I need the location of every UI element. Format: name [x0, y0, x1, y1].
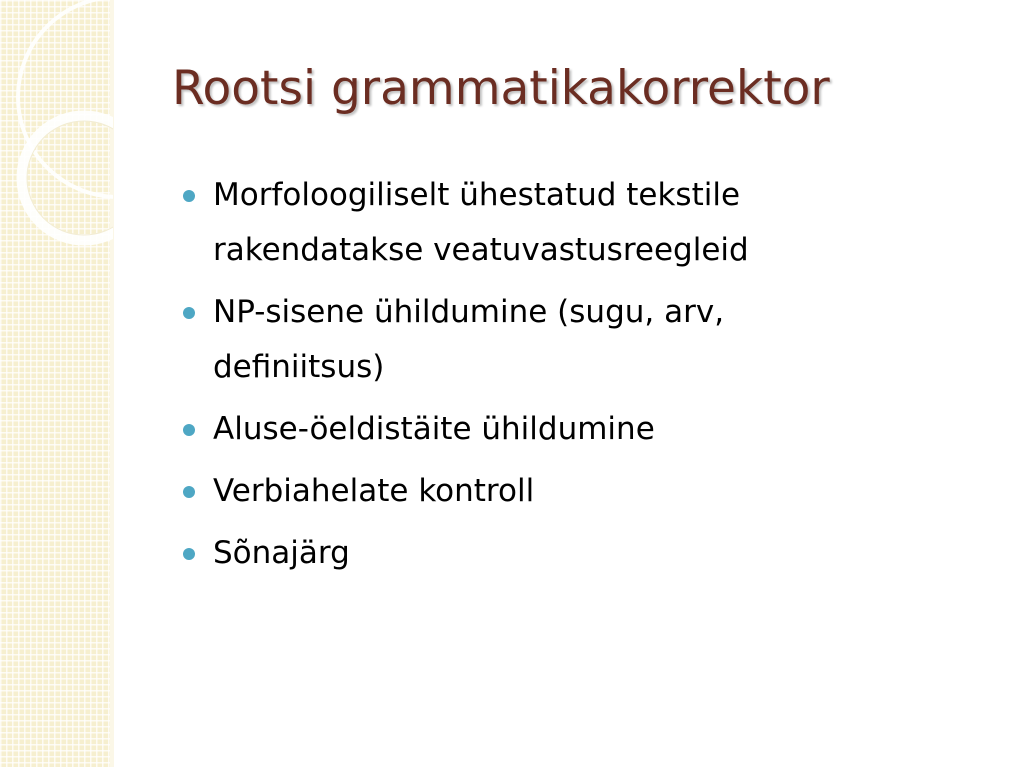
- bullet-line: Aluse-öeldistäite ühildumine: [213, 411, 655, 447]
- bullet-item-5: [183, 526, 983, 581]
- bullet-list: [183, 168, 983, 588]
- bullet-line: NP-sisene ühildumine (sugu, arv,: [213, 294, 725, 330]
- bullet-line: Morfoloogiliselt ühestatud tekstile: [213, 177, 741, 213]
- small-arc: [22, 116, 113, 240]
- bullet-dot-icon: [183, 548, 195, 560]
- bullet-dot-icon: [183, 190, 195, 202]
- bullet-item-2: [183, 285, 983, 395]
- bullet-dot-icon: [183, 307, 195, 319]
- bullet-item-4: [183, 464, 983, 519]
- large-arc: [18, 0, 113, 197]
- decorative-arcs: [0, 0, 113, 767]
- bullet-line: rakendatakse veatuvastusreegleid: [213, 232, 749, 268]
- slide-title: Rootsi grammatikakorrektor: [172, 61, 830, 116]
- bullet-line: Sõnajärg: [213, 535, 350, 571]
- bullet-dot-icon: [183, 424, 195, 436]
- bullet-line: definiitsus): [213, 349, 385, 385]
- bullet-dot-icon: [183, 486, 195, 498]
- bullet-item-1: [183, 168, 983, 278]
- bullet-line: Verbiahelate kontroll: [213, 473, 535, 509]
- bullet-item-3: [183, 402, 983, 457]
